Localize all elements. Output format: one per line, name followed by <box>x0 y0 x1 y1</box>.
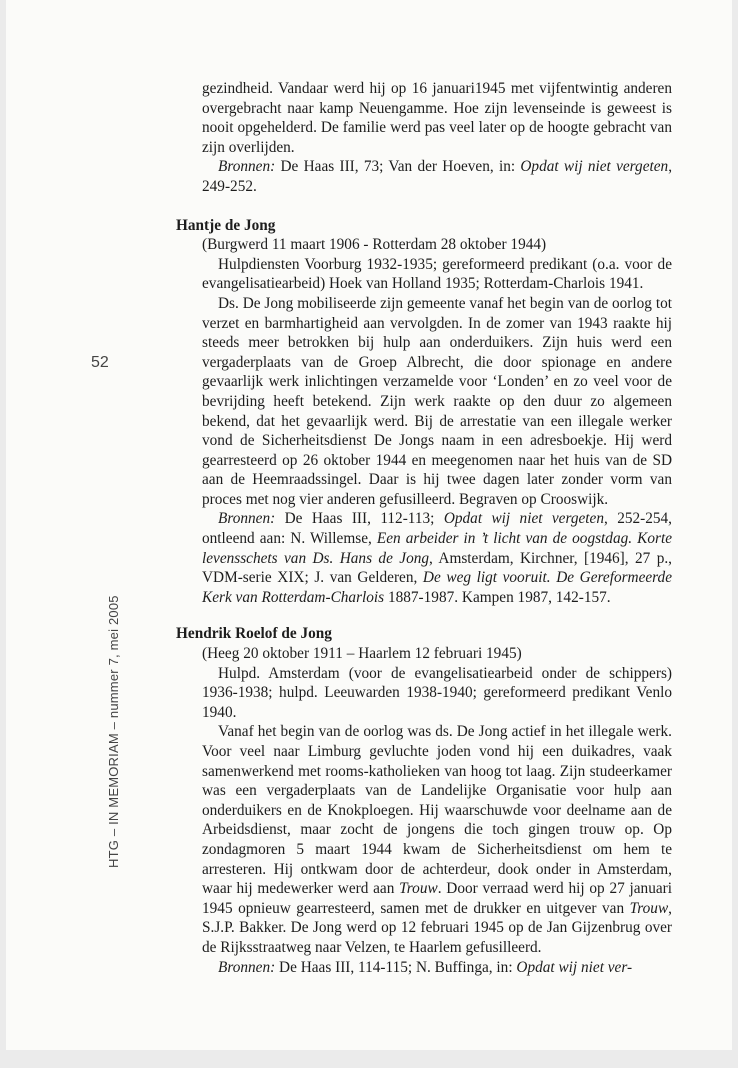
entry-continuation-sources: Bronnen: De Haas III, 73; Van der Hoeven, in: Opdat wij niet vergeten, 249-252. <box>202 158 673 195</box>
running-title: HTG – IN MEMORIAM – nummer 7, mei 2005 <box>106 595 121 868</box>
entry-continuation-paragraph: gezindheid. Vandaar werd hij op 16 januari1945 met vijfentwintig anderen overgebracht naar kamp Neuengamme. Hoe zijn levenseinde is geweest is nooit opgehelderd. De familie werd pas veel later op de hoogte gebracht van zijn overlijden. <box>202 80 672 156</box>
entry-name-hendrik-roelof-de-jong: Hendrik Roelof de Jong <box>176 625 332 643</box>
entry-sources: Bronnen: De Haas III, 114-115; N. Buffinga, in: Opdat wij niet ver- <box>218 958 633 976</box>
entry-life-dates: (Heeg 20 oktober 1911 – Haarlem 12 februari 1945) <box>202 645 522 663</box>
body-text <box>176 79 673 977</box>
entry-sources: Bronnen: De Haas III, 112-113; Opdat wij niet vergeten, 252-254, ontleend aan: N. Willemse, Een arbeider in ’t licht van de oogstdag. Korte levensschets van Ds. Hans de Jong, Amsterdam, Kirchner, [1946], 27 p., VDM-serie XIX; J. van Gelderen, De weg ligt vooruit. De Gereformeerde Kerk van Rotterdam-Charlois 1887-1987. Kampen 1987, 142-157. <box>202 510 673 606</box>
entry-paragraph: Vanaf het begin van de oorlog was ds. De Jong actief in het illegale werk. Voor veel naar Limburg gevluchte joden vond hij een duikadres, vaak samenwerkend met rooms-katholieken van hoog tot laag. Zijn studeerkamer was een vergaderplaats van de Landelijke Organisatie voor hulp aan onderduikers en de Knokploegen. Hij waarschuwde voor deelname aan de Arbeidsdienst, maar zocht de jongens die toch gingen trouw op. Op zondagmoren 5 maart 1944 kwam de Sicherheitsdienst om hem te arresteren. Hij ontkwam door de achterdeur, dook onder in Amsterdam, waar hij medewerker werd aan Trouw. Door verraad werd hij op 27 januari 1945 opnieuw gearresteerd, samen met de drukker en uitgever van Trouw, S.J.P. Bakker. De Jong werd op 12 februari 1945 op de Jan Gijzenbrug over de Rijksstraatweg naar Velzen, te Haarlem gefusilleerd. <box>202 723 672 956</box>
page <box>6 0 732 1050</box>
entry-name-hantje-de-jong: Hantje de Jong <box>176 216 276 234</box>
entry-career: Hulpd. Amsterdam (voor de evangelisatiearbeid onder de schippers) 1936-1938; hulpd. Leeuwarden 1938-1940; gereformeerd predikant Venlo 1940. <box>202 664 672 721</box>
entry-paragraph: Ds. De Jong mobiliseerde zijn gemeente vanaf het begin van de oorlog tot verzet en barmhartigheid aan vervolgden. In de zomer van 1943 raakte hij steeds meer betrokken bij hulp aan onderduikers. Zijn huis werd een vergaderplaats van de Groep Albrecht, die door spionage en andere gevaarlijk werk inlichtingen verzamelde voor ‘Londen’ en zo veel voor de bevrijding heeft betekend. Zijn werk raakte op den duur zo algemeen bekend, dat het gevaarlijk werd. Bij de arrestatie van een illegale werker vond de Sicherheitsdienst De Jongs naam in een adresboekje. Hij werd gearresteerd op 26 oktober 1944 en meegenomen naar het huis van de SD aan de Heemraadssingel. Daar is hij twee dagen later zonder vorm van proces met nog vier anderen gefusilleerd. Begraven op Crooswijk. <box>202 294 672 508</box>
entry-career: Hulpdiensten Voorburg 1932-1935; gereformeerd predikant (o.a. voor de evangelisatiearbeid) Hoek van Holland 1935; Rotterdam-Charlois 1941. <box>202 255 672 293</box>
entry-life-dates: (Burgwerd 11 maart 1906 - Rotterdam 28 oktober 1944) <box>202 236 547 254</box>
page-number: 52 <box>91 354 109 371</box>
